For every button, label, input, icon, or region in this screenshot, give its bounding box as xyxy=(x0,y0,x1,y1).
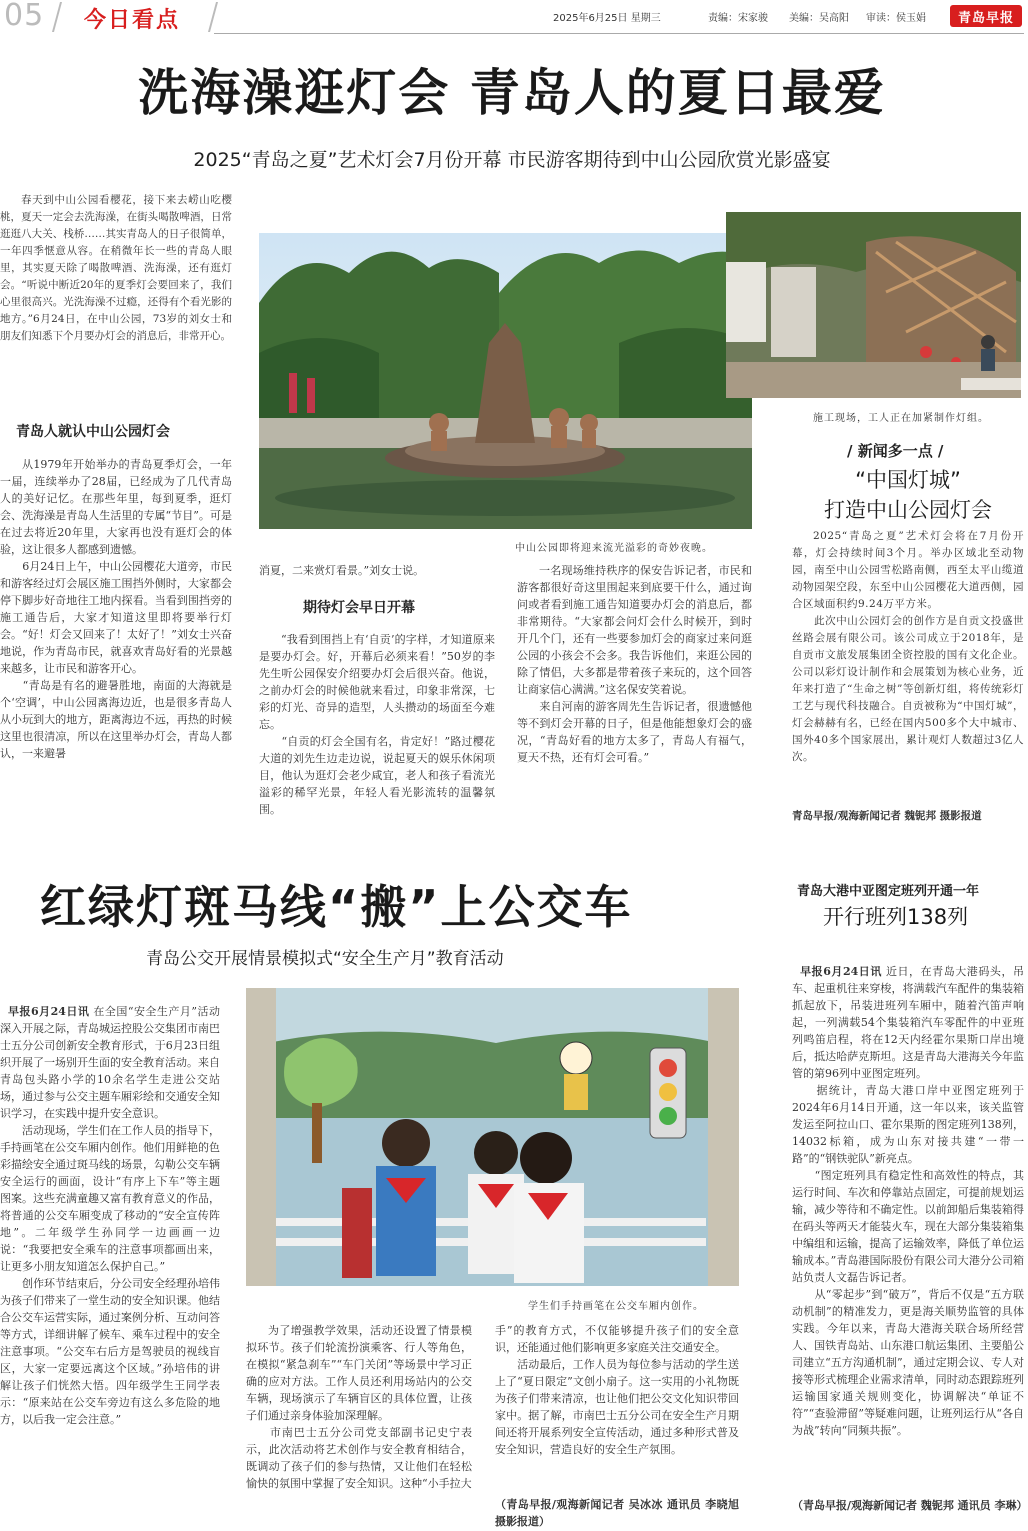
bus-painting-image xyxy=(246,988,739,1286)
story1-subhead-2: 期待灯会早日开幕 xyxy=(303,600,415,616)
bus-photo-caption: 学生们手持画笔在公交车厢内创作。 xyxy=(528,1301,704,1312)
issue-date: 2025年6月25日 星期三 xyxy=(553,13,661,24)
credit-editor: 责编：宋家骏 xyxy=(708,13,768,24)
sidebar-kicker: / 新闻多一点 / xyxy=(847,442,944,460)
fountain-scene-image xyxy=(259,233,752,529)
credit-proofreader: 审读：侯玉娟 xyxy=(866,13,926,24)
story2-col2-body: 为了增强教学效果，活动还设置了情景模拟环节。孩子们轮流扮演乘客、行人等角色，在模拟“紧急刹车”“车门关闭”等场景中学习正确的应对方法。工作人员还利用场站内的公交车辆，现场演示了车辆盲区的具体位置，让孩子们通过亲身体验加深理解。 市南巴士五分公司党支部副书记史宁表示，此次活动将艺术创作与安全教育相结合，既调动了孩子们的参与热情，又让他们在轻松愉快的氛围中掌握了安全知识。这种“小手拉大 xyxy=(246,1324,472,1490)
sidebar-byline: 青岛早报/观海新闻记者 魏铌邦 摄影报道 xyxy=(792,810,982,822)
lantern-construction-image xyxy=(726,212,1021,398)
sidebar-body: 2025“青岛之夏”艺术灯会将在7月份开幕，灯会持续时间3个月。举办区域北至动物园，南至中山公园雪松路南侧，西至太平山缆道动物园架空段，东至中山公园樱花大道西侧，园合区域面积约9.24万平方米。 此次中山公园灯会的创作方是自贡文投盛世丝路会展有限公司。该公司成立于2018年，是自贡市文旅发展集团全资控股的国有文化企业。公司以彩灯设计制作和会展策划为核心业务，近年来打造了“生命之树”等创新灯组，将传统彩灯工艺与现代科技融合。自贡被称为“中国灯城”，灯会赫赫有名，已经在国内500多个大中城市、国外40多个国家展出，累计观灯人数超过3亿人次。 xyxy=(792,530,1024,763)
story1-col2-body: “我看到围挡上有‘自贡’的字样，才知道原来是要办灯会。好，开幕后必须来看！”50岁的李先生听公园保安介绍要办灯会后很兴奋。他说，之前办灯会的时候他就来看过，印象非常深，七彩的灯光、奇异的造型，人头攒动的场面至今难忘。 “自贡的灯会全国有名，肯定好！”路过樱花大道的刘先生边走边说，说起夏天的娱乐休闲项目，他认为逛灯会老少咸宜，老人和孩子看流光溢彩的稀罕光景，年轻人看光影流转的温馨氛围。 xyxy=(259,633,495,816)
sidebar-title-1: “中国灯城” xyxy=(855,468,961,492)
story2-headline: 红绿灯斑马线“搬”上公交车 xyxy=(40,880,633,934)
header-rule xyxy=(214,33,1024,34)
story1-intro: 春天到中山公园看樱花，接下来去崂山吃樱桃，夏天一定会去洗海澡，在街头喝散啤酒，日常逛逛八大关、栈桥……其实青岛人的日子很简单，一年四季惬意从容。在稍微年长一些的青岛人眼里，其实夏天除了喝散啤酒、洗海澡，还有逛灯会。“听说中断近20年的夏季灯会要回来了，我们心里很高兴。光洗海澡不过瘾，还得有个看光影的地方。”6月24日，在中山公园，73岁的刘女士和朋友们知悉下个月要办灯会的消息后，非常开心。 xyxy=(0,194,232,342)
story3-byline: （青岛早报/观海新闻记者 魏铌邦 通讯员 李琳） xyxy=(792,1499,1028,1512)
sidebar-title-2: 打造中山公园灯会 xyxy=(824,498,992,522)
story3-dateline: 早报6月24日讯 xyxy=(800,965,882,978)
story3-text: 近日，在青岛大港码头，吊车、起重机往来穿梭，将满载汽车配件的集装箱抓起放下，吊装进班列车厢中，随着汽笛声响起，一列满载54个集装箱汽车零配件的中亚班列鸣笛启程，将在12天内经霍尔果斯口岸出境后，抵达哈萨克斯坦。这是青岛大港海关今年监管的第96列中亚图定班列。 据统计，青岛大港口岸中亚图定班列于2024年6月14日开通，这一年以来，该关监管发运至阿拉山口、霍尔果斯的图定班列138列，14032标箱，成为山东对接共建“一带一路”的“钢铁驼队”新亮点。 “图定班列具有稳定性和高效性的特点，其运行时间、车次和停靠站点固定，可提前规划运输，减少等待和不确定性。以前卸船后集装箱得在码头等两天才能装火车，现在大部分集装箱集中编组和运输，提高了运输效率，降低了单位运输成本。”青岛港国际股份有限公司大港分公司箱站负责人文磊告诉记者。 从“零起步”到“破万”，背后不仅是“五方联动机制”的精准发力，更是海关顺势监管的具体实践。今年以来，青岛大港海关联合场所经营人、国铁青岛站、山东港口航运集团、主要船公司建立“五方沟通机制”，通过定期会议、专人对接等形式梳理企业需求清单，同时动态跟踪班列运输国家通关规则变化，协调解决“单证不符”“查验滞留”等疑难问题，让班列运行从“各自为战”转向“同频共振”。 xyxy=(792,965,1024,1437)
brand-logo-text: 青岛早报 xyxy=(957,10,1014,26)
story2-col3-body: 手”的教育方式，不仅能够提升孩子们的安全意识，还能通过他们影响更多家庭关注交通安全。 活动最后，工作人员为每位参与活动的学生送上了“夏日限定”文创小扇子。这一实用的小礼物既为孩子们带来清凉，也让他们把公交文化知识带回家中。据了解，市南巴士五分公司在安全生产月期间还将开展系列安全宣传活动，通过多种形式普及安全知识，营造良好的安全生产氛围。 xyxy=(495,1324,739,1456)
story3-body xyxy=(792,946,1024,1496)
section-slash xyxy=(208,2,218,32)
story2-subheadline: 青岛公交开展情景模拟式“安全生产月”教育活动 xyxy=(146,949,504,969)
story2-col1-body xyxy=(0,986,220,1531)
page-number-slash xyxy=(52,2,62,32)
photo-lantern-construction xyxy=(726,212,1021,398)
story2-col1-text: 在全国“安全生产月”活动深入开展之际，青岛城运控股公交集团市南巴士五分公司创新安全教育形式，于6月23日组织开展了一场别开生面的安全教育活动。来自青岛包头路小学的10余名学生走进公交站场，通过参与公交主题车厢彩绘和交通安全知识学习，在实践中提升安全意识。 活动现场，学生们在工作人员的指导下，手持画笔在公交车厢内创作。他们用鲜艳的色彩描绘安全通过斑马线的场景，勾勒公交车辆安全运行的画面，设计“有序上下车”等主题图案。这些充满童趣又富有教育意义的作品，将普通的公交车厢变成了移动的“安全宣传阵地”。二年级学生孙同学一边画画一边说：“我要把安全乘车的注意事项都画出来，让更多小朋友知道怎么保护自己。” 创作环节结束后，分公司安全经理孙培伟为孩子们带来了一堂生动的安全知识课。他结合公交车运营实际，通过案例分析、互动问答等方式，详细讲解了候车、乘车过程中的安全注意事项。“公交车右后方是驾驶员的视线盲区，大家一定要远离这个区域。”孙培伟的讲解让孩子们恍然大悟。四年级学生王同学表示：“原来站在公交车旁边有这么多危险的地方，以后我一定会注意。” xyxy=(0,1005,220,1426)
story3-headline: 开行班列138列 xyxy=(823,905,969,929)
brand-badge xyxy=(950,5,1022,27)
story1-subhead-1: 青岛人就认中山公园灯会 xyxy=(16,424,170,440)
photo-students-bus-painting xyxy=(246,988,739,1286)
photo-main-caption: 中山公园即将迎来流光溢彩的奇妙夜晚。 xyxy=(515,543,713,554)
story2-byline: （青岛早报/观海新闻记者 吴冰冰 通讯员 李晓旭 摄影报道） xyxy=(495,1498,743,1528)
credit-designer: 美编：吴高阳 xyxy=(789,13,849,24)
story2-dateline: 早报6月24日讯 xyxy=(7,1005,90,1018)
story1-col1-body: 从1979年开始举办的青岛夏季灯会，一年一届，连续举办了28届，已经成为了几代青岛人的美好记忆。在那些年里，每到夏季，逛灯会、洗海澡是青岛人生活里的专属“节目”。可是在过去将近20年里，大家再也没有逛灯会的体验，这让很多人都感到遗憾。 6月24日上午，中山公园樱花大道旁，市民和游客经过灯会展区施工围挡外侧时，大家都会停下脚步好奇地往工地内探看。当看到围挡旁的施工通告后，大家才知道这里即将要举行灯会。“好！灯会又回来了！太好了！”刘女士兴奋地说，作为青岛市民，就喜欢青岛好看的光景越来越多，让市民和游客开心。 “青岛是有名的避暑胜地，南面的大海就是个‘空调’，中山公园离海边近，也是很多青岛人从小玩到大的地方，距离海边不远，再热的时候这里也很清凉，所以在这里举办灯会，青岛人都认，一来避暑 xyxy=(0,458,232,760)
page-number: 05 xyxy=(4,0,45,33)
section-label: 今日看点 xyxy=(84,8,181,33)
story3-kicker: 青岛大港中亚图定班列开通一年 xyxy=(797,884,980,899)
photo-side-caption: 施工现场，工人正在加紧制作灯组。 xyxy=(813,413,989,424)
story1-col3-body: 一名现场维持秩序的保安告诉记者，市民和游客都很好奇这里围起来到底要干什么，通过询问或者看到施工通告知道要办灯会的消息后，都非常期待。“大家都会问灯会什么时候开，到时开几个门，还有一些要参加灯会的商家过来问逛公园的小孩会不会多。我告诉他们，来逛公园的除了情侣，大多都是带着孩子来玩的，这个回答让商家信心满满。”这名保安笑着说。 来自河南的游客周先生告诉记者，很遗憾他等不到灯会开幕的日子，但是他能想象灯会的盛况，“青岛好看的地方太多了，青岛人有福气，夏天不热，还有灯会可看。” xyxy=(517,564,752,764)
story1-subheadline: 2025“青岛之夏”艺术灯会7月份开幕 市民游客期待到中山公园欣赏光影盛宴 xyxy=(193,149,831,171)
photo-zhongshan-park-fountain xyxy=(259,233,752,529)
story1-headline: 洗海澡逛灯会 青岛人的夏日最爱 xyxy=(138,64,886,122)
page-header xyxy=(0,0,1024,34)
story1-col2-top: 消夏，二来赏灯看景。”刘女士说。 xyxy=(259,564,425,577)
